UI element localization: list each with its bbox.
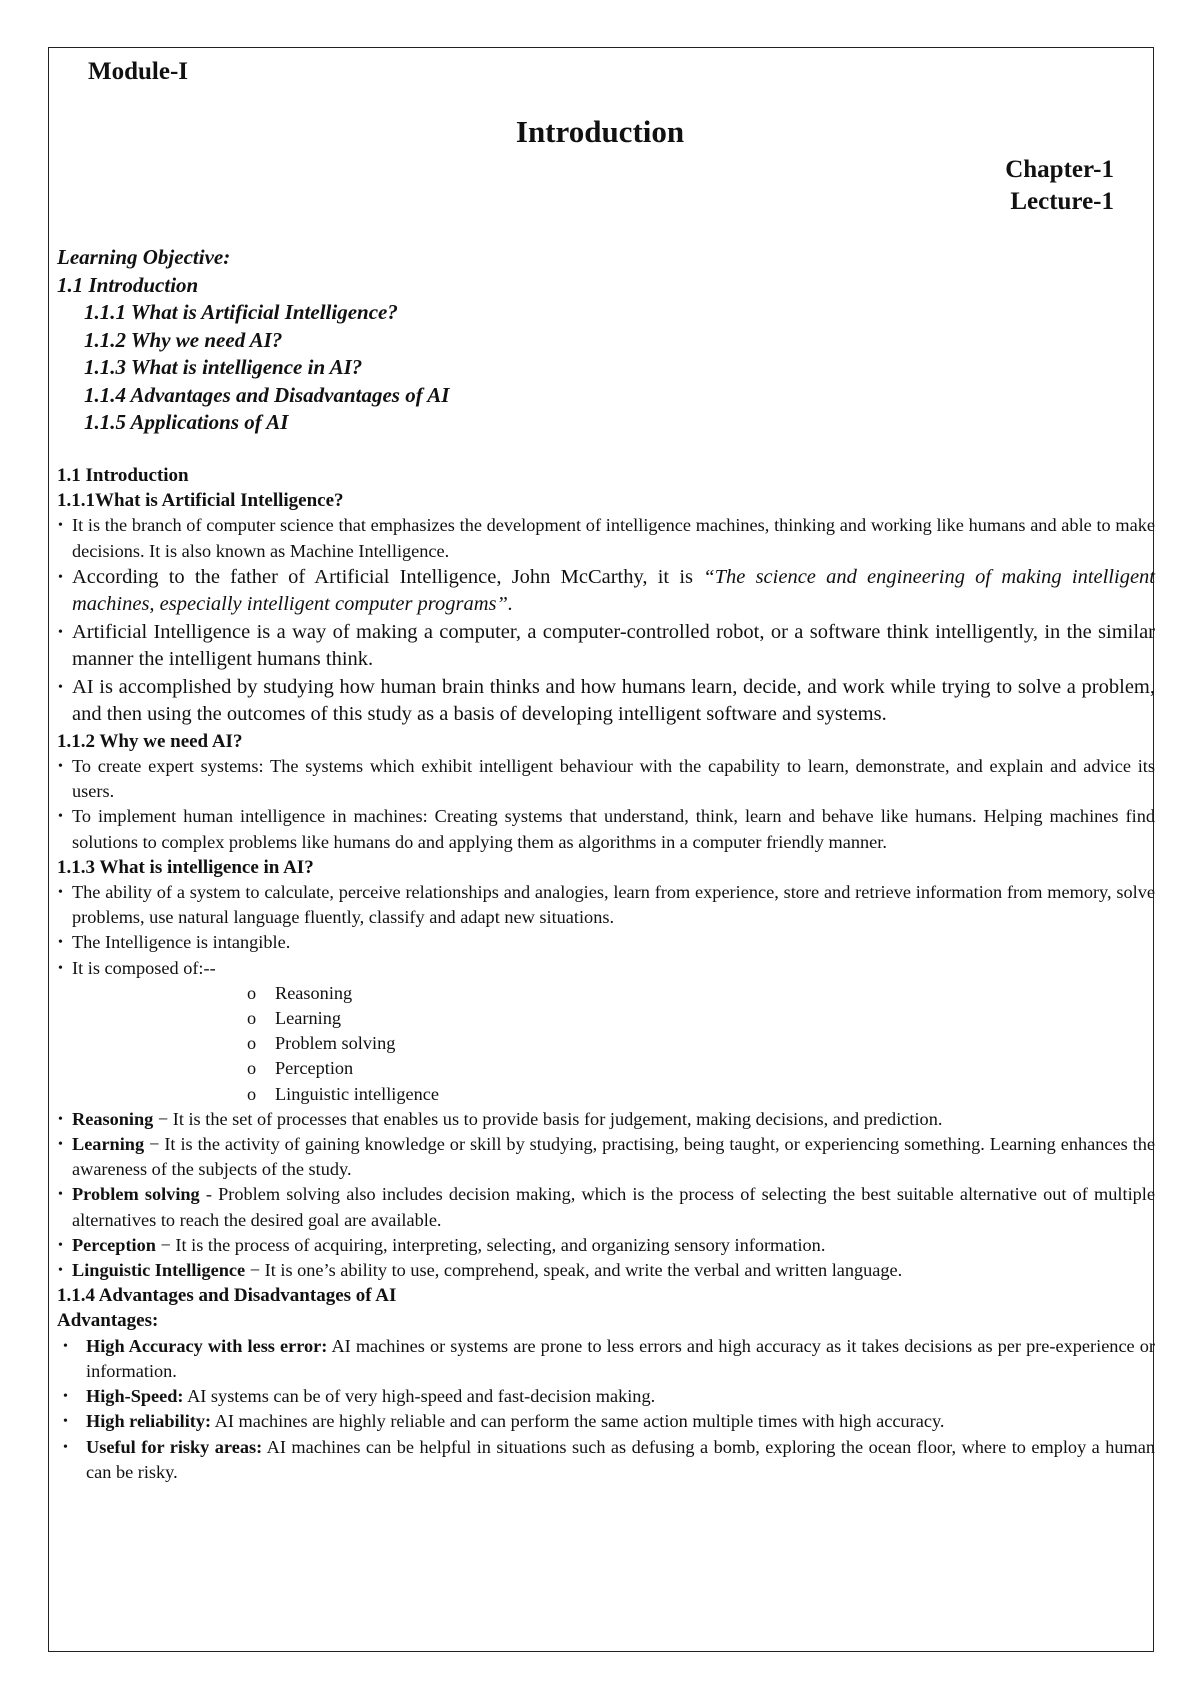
chapter-label: Chapter-1 [1005,156,1114,183]
bullet-item: • The ability of a system to calculate, perceive relationships and analogies, learn from experience, store and retrieve information from memory, solve problems, use natural language fluently, classify and adapt new situations. [57,880,1155,930]
advantage-item [57,1409,1155,1434]
definition-text: It is one’s ability to use, comprehend, speak, and write the verbal and written language. [264,1260,903,1281]
bullet-item: • It is composed of:-- [57,956,1155,981]
definition-text: It is the activity of gaining knowledge or skill by studying, practising, being taught, or experiencing something. Learning enhances the awareness of the subjects of the study. [72,1134,1155,1180]
bullet-item: • AI is accomplished by studying how human brain thinks and how humans learn, decide, and work while trying to solve a problem, and then using the outcomes of this study as a basis of developing intelligent software and systems. [57,674,1155,729]
objective-item: 1.1 Introduction [57,272,199,297]
definition-term: Learning [72,1134,145,1155]
component-list [57,981,1155,1107]
definition-sep: − [153,1108,173,1129]
advantage-term: Useful for risky areas: [86,1436,263,1457]
advantage-item [57,1435,1155,1485]
bullet-item [57,564,1155,619]
component-item: o Reasoning [247,981,1155,1006]
objective-item: 1.1.4 Advantages and Disadvantages of AI [84,382,450,407]
definition-term: Problem solving [72,1184,200,1205]
advantage-term: High Accuracy with less error: [86,1335,328,1356]
definition-sep: − [245,1260,265,1281]
objective-item: 1.1.5 Applications of AI [84,410,289,434]
section-heading: 1.1.4 Advantages and Disadvantages of AI [57,1285,397,1307]
definition-term: Linguistic Intelligence [72,1260,246,1281]
bullet-item: • To create expert systems: The systems which exhibit intelligent behaviour with the capability to learn, demonstrate, and explain and advice its users. [57,754,1155,804]
advantage-text: AI machines are highly reliable and can perform the same action multiple times with high accuracy. [211,1411,945,1432]
objective-item: 1.1.3 What is intelligence in AI? [84,355,363,379]
document-body [57,463,1155,1485]
definition-item [57,1258,1155,1283]
definition-sep: − [155,1234,176,1255]
component-item: o Perception [247,1056,1155,1081]
bullet-item: • To implement human intelligence in machines: Creating systems that understand, think, learn and behave like humans. Helping machines find solutions to complex problems like humans do and applying them as algorithms in a computer friendly manner. [57,804,1155,854]
definition-sep: - [199,1184,219,1205]
definition-text: It is the set of processes that enables us to provide basis for judgement, making decisions, and prediction. [172,1108,943,1129]
advantages-heading: Advantages: [57,1310,159,1332]
section-heading: 1.1 Introduction [57,465,189,486]
definition-item [57,1233,1155,1258]
bullet-item: • It is the branch of computer science that emphasizes the development of intelligence machines, thinking and working like humans and able to make decisions. It is also known as Machine Intelligence. [57,513,1155,563]
advantage-text: AI systems can be of very high-speed and fast-decision making. [183,1386,656,1407]
lecture-label: Lecture-1 [1010,188,1114,215]
mccarthy-quote: “The science and engineering of making intelligent machines, especially intelligent computer programs”. [72,565,1155,616]
advantage-text: AI machines can be helpful in situations such as defusing a bomb, exploring the ocean floor, where to employ a human can be risky. [86,1436,1156,1482]
learning-objectives [57,244,449,437]
definition-text: Problem solving also includes decision making, which is the process of selecting the best suitable alternative out of multiple alternatives to reach the desired goal are available. [72,1184,1155,1230]
advantage-item [57,1334,1155,1384]
page-title: Introduction [515,114,685,149]
definition-term: Perception [72,1234,156,1255]
definition-text: It is the process of acquiring, interpreting, selecting, and organizing sensory information. [175,1234,826,1255]
objective-item: 1.1.2 Why we need AI? [84,327,283,352]
section-heading: 1.1.3 What is intelligence in AI? [57,856,314,878]
definition-term: Reasoning [72,1108,154,1129]
advantage-term: High reliability: [86,1411,212,1432]
bullet-item: • Artificial Intelligence is a way of making a computer, a computer-controlled robot, or a software think intelligently, in the similar manner the intelligent humans think. [57,619,1155,674]
section-heading: 1.1.2 Why we need AI? [57,730,243,752]
objectives-heading: Learning Objective: [57,245,231,269]
bullet-item: • The Intelligence is intangible. [57,930,1155,955]
component-item: o Learning [247,1006,1155,1031]
advantage-term: High-Speed: [86,1386,184,1407]
advantage-text: AI machines or systems are prone to less errors and high accuracy as it takes decisions as per pre-experience or information. [86,1335,1155,1381]
component-item: o Problem solving [247,1031,1155,1056]
bullet-text: According to the father of Artificial Intelligence, John McCarthy, it is [72,565,704,588]
definition-item [57,1107,1155,1132]
section-heading: 1.1.1What is Artificial Intelligence? [57,490,344,512]
advantage-item [57,1384,1155,1409]
module-label: Module-I [88,58,188,85]
objective-item: 1.1.1 What is Artificial Intelligence? [84,300,398,324]
definition-item [57,1132,1155,1182]
definition-item [57,1182,1155,1232]
component-item: o Linguistic intelligence [247,1082,1155,1107]
definition-sep: − [144,1134,165,1155]
